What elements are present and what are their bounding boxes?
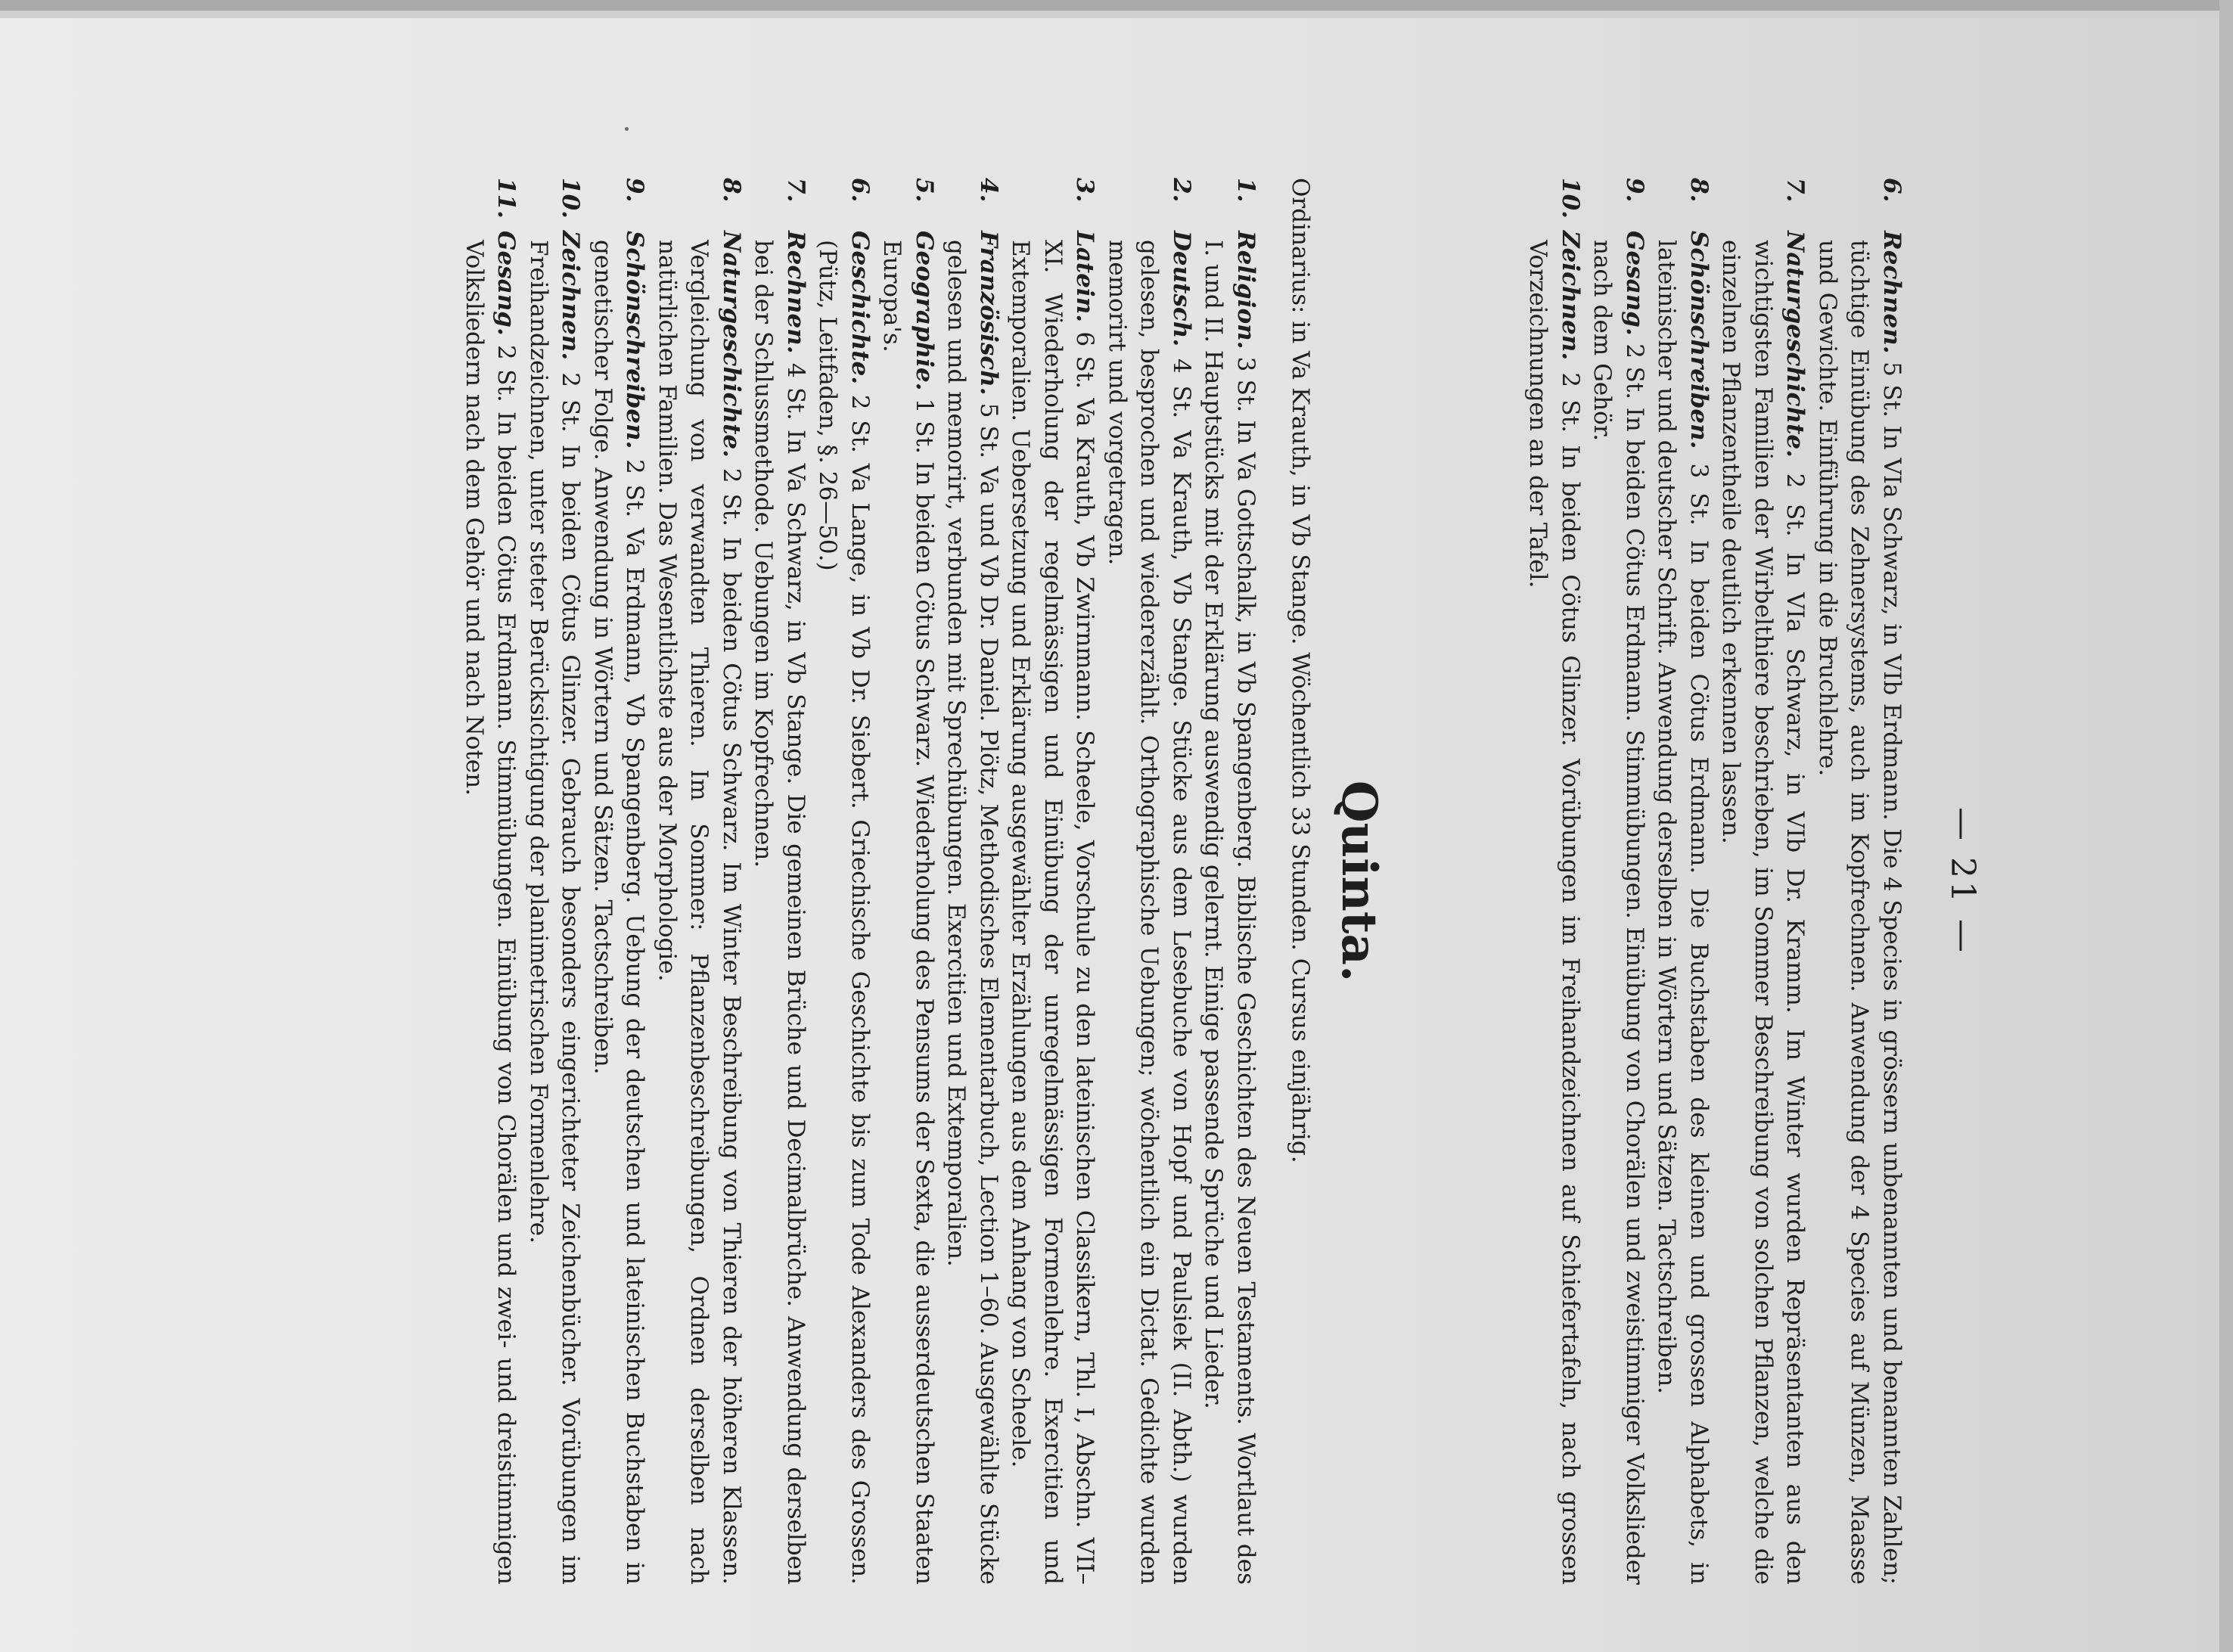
item-number: 8.: [1685, 178, 1713, 203]
rotated-page: [272, 178, 1982, 1585]
item-subject: Geschichte.: [846, 231, 874, 385]
section-heading: Quinta.: [1331, 780, 1387, 983]
list-item: [812, 178, 876, 1585]
item-text: 2 St. In beiden Cötus Glinzer. Vorübungen im Freihandzeichnen auf Schiefertafeln, nach grossen Vorzeichnungen an der Tafel.: [1524, 240, 1584, 1585]
item-text: 5 St. In VIa Schwarz, in VIb Erdmann. Die 4 Species in grössern unbenannten und benannten Zahlen; tüchtige Einübung des Zehnersystems, auch im Kopfrechnen. Anwendung der 4 Species auf Münzen, Maasse und Gewichte. Einführung in die Bruchlehre.: [1814, 240, 1905, 1585]
section-sexta-continued: [1522, 178, 1908, 1585]
item-subject: Französisch.: [975, 231, 1002, 396]
item-subject: Geographie.: [911, 231, 938, 391]
list-item: [1197, 178, 1262, 1585]
item-number: 4.: [975, 178, 1002, 203]
page-number: — 21 —: [1943, 807, 1982, 955]
item-number: 6.: [1878, 178, 1905, 203]
item-number: 7.: [782, 178, 809, 203]
scan-right-edge: [2219, 0, 2233, 1652]
item-subject: Gesang.: [1621, 231, 1648, 336]
list-item: [876, 178, 940, 1585]
item-text: 2 St. Va Erdmann, Vb Spangenberg. Uebung der deutschen und lateinischen Buchstaben in genetischer Folge. Anwendung in Wörtern und Sätzen. Tactschreiben.: [589, 240, 649, 1585]
ordinarius-line: Ordinarius: in Va Krauth, in Vb Stange. Wöchentlich 33 Stunden. Cursus einjährig.: [1287, 178, 1314, 1163]
list-item: [1005, 178, 1101, 1585]
item-number: 8.: [718, 178, 745, 203]
item-subject: Gesang.: [492, 231, 520, 336]
list-item: [458, 178, 523, 1585]
item-text: 4 St. In Va Schwarz, in Vb Stange. Die gemeinen Brüche und Decimalbrüche. Anwendung derselben bei der Schlussmethode. Uebungen im Kopfrechnen.: [750, 240, 809, 1585]
item-subject: Naturgeschichte.: [718, 231, 745, 458]
item-subject: Religion.: [1232, 231, 1259, 349]
item-subject: Schönschreiben.: [1685, 231, 1713, 449]
item-number: 3.: [1071, 178, 1099, 203]
item-text: 1 St. In beiden Cötus Schwarz. Wiederholung des Pensums der Sexta, die ausserdeutschen Staaten Europa's.: [878, 240, 938, 1585]
item-subject: Rechnen.: [782, 231, 809, 354]
list-item: [1586, 178, 1651, 1585]
item-text: 2 St. In beiden Cötus Erdmann. Stimmübungen. Einübung von Chorälen und zweistimmiger Volkslieder nach dem Gehör.: [1589, 240, 1648, 1585]
item-text: 2 St. In VIa Schwarz, in VIb Dr. Kramm. Im Winter wurden Repräsentanten aus den wichtigsten Familien der Wirbelthiere beschrieben, im Sommer Beschreibung von solchen Pflanzen, welche die einzelnen Pflanzentheile deutlich erkennen lassen.: [1717, 240, 1809, 1585]
list-item: [1812, 178, 1908, 1585]
scan-top-shadow: [0, 11, 2233, 18]
item-number: 11.: [492, 178, 520, 219]
item-text: 2 St. In beiden Cötus Schwarz. Im Winter Beschreibung von Thieren der höheren Klassen. Vergleichung von verwandten Thieren. Im Sommer: Pflanzenbeschreibungen, Ordnen derselben nach natürlichen Familien. Das Wesentlichste aus der Morphologie.: [654, 240, 745, 1585]
item-text: 2 St. Va Lange, in Vb Dr. Siebert. Griechische Geschichte bis zum Tode Alexanders des Grossen. (Pütz, Leitfaden, §. 26—50.): [814, 240, 874, 1585]
list-item: [1651, 178, 1715, 1585]
list-item: [523, 178, 587, 1585]
item-subject: Zeichnen.: [1557, 231, 1584, 361]
item-number: 9.: [621, 178, 649, 203]
item-text: 2 St. In beiden Cötus Erdmann. Stimmübungen. Einübung von Chorälen und zwei- und dreistimmigen Volksliedern nach dem Gehör und nach Noten.: [461, 240, 520, 1585]
item-number: 6.: [846, 178, 874, 203]
item-text: 4 St. Va Krauth, Vb Stange. Stücke aus dem Lesebuche von Hopf und Paulsiek (II. Abth.) wurden gelesen, besprochen und wiedererzählt. Orthographische Uebungen; wöchentlich ein Dictat. Gedichte wurden memorirt und vorgetragen.: [1104, 240, 1195, 1585]
list-item: [940, 178, 1005, 1585]
item-text: 2 St. In beiden Cötus Glinzer. Gebrauch besonders eingerichteter Zeichenbücher. Vorübungen im Freihandzeichnen, unter steter Berücksichtigung der planimetrischen Formenlehre.: [525, 240, 585, 1585]
item-subject: Deutsch.: [1168, 231, 1195, 347]
list-item: [587, 178, 651, 1585]
item-number: 10.: [1557, 178, 1584, 219]
item-subject: Rechnen.: [1878, 231, 1905, 354]
ink-speck: [625, 127, 629, 131]
item-subject: Naturgeschichte.: [1781, 231, 1809, 458]
list-item: [1715, 178, 1812, 1585]
item-text: 3 St. In Va Gottschalk, in Vb Spangenberg. Biblische Geschichten des Neuen Testaments. Wortlaut des I. und II. Hauptstücks mit der Erklärung auswendig gelernt. Einige passende Sprüche und Lieder.: [1200, 240, 1259, 1585]
list-item: [747, 178, 812, 1585]
item-number: 10.: [557, 178, 585, 219]
item-text: 3 St. In beiden Cötus Erdmann. Die Buchstaben des kleinen und grossen Alphabets, in lateinischer und deutscher Schrift. Anwendung derselben in Wörtern und Sätzen. Tactschreiben.: [1653, 240, 1713, 1585]
item-subject: Schönschreiben.: [621, 231, 649, 449]
list-item: [1522, 178, 1586, 1585]
item-text: 5 St. Va und Vb Dr. Daniel. Plötz, Methodisches Elementarbuch, Lection 1–60. Ausgewählte Stücke gelesen und memorirt, verbunden mit Sprechübungen. Exercitien und Extemporalien.: [943, 240, 1002, 1585]
item-number: 1.: [1232, 178, 1259, 203]
list-item: [651, 178, 748, 1585]
item-number: 2.: [1168, 178, 1195, 203]
item-number: 5.: [911, 178, 938, 203]
section-quinta: [458, 178, 1262, 1585]
list-item: [1101, 178, 1198, 1585]
item-number: 7.: [1781, 178, 1809, 203]
item-number: 9.: [1621, 178, 1648, 203]
item-text: 6 St. Va Krauth, Vb Zwirnmann. Scheele, Vorschule zu den lateinischen Classikern, Thl. I, Abschn. VII–XI. Wiederholung der regelmässigen und Einübung der unregelmässigen Formenlehre. Exercitien und Extemporalien. Uebersetzung und Erklärung ausgewählter Erzählungen aus dem Anhang von Scheele.: [1007, 240, 1099, 1585]
item-subject: Zeichnen.: [557, 231, 585, 361]
item-subject: Latein.: [1071, 231, 1099, 323]
scan-top-edge: [0, 0, 2233, 11]
